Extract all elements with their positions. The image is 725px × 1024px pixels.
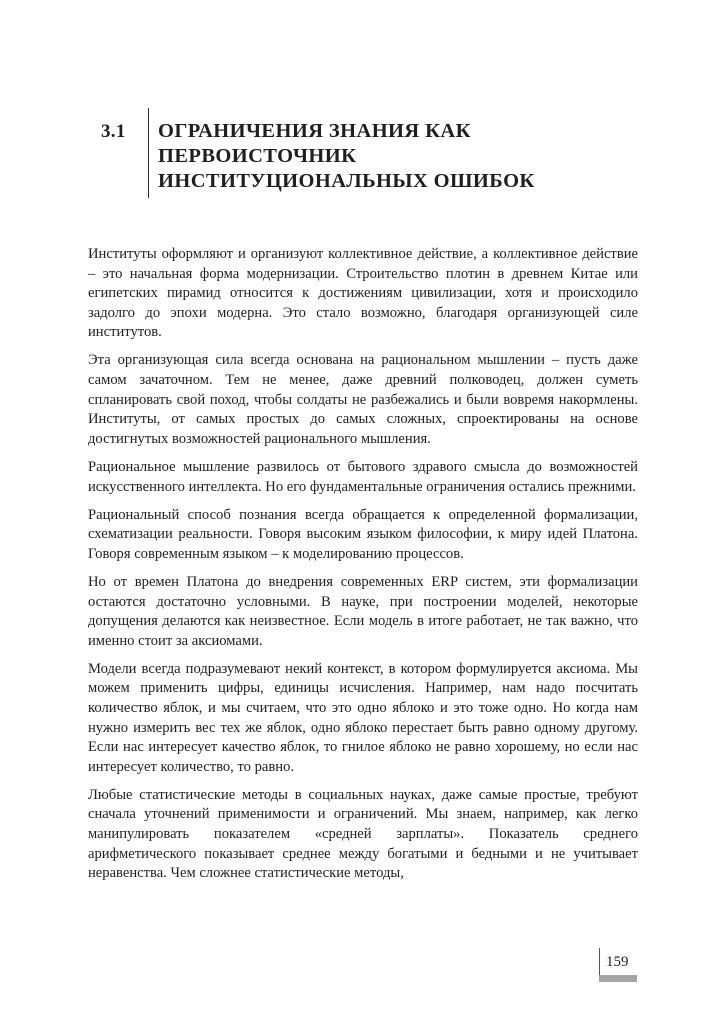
section-heading xyxy=(0,0,725,240)
paragraph: Рациональный способ познания всегда обращается к определенной формализации, схематизации реальности. Говоря высоким языком философии, к миру идей Платона. Говоря современным языком – к моделированию процессов. xyxy=(88,506,638,562)
page-number-divider xyxy=(599,948,600,978)
page-number-bar xyxy=(599,975,637,982)
paragraph: Институты оформляют и организуют коллективное действие, а коллективное действие – это начальная форма модернизации. Строительство плотин в древнем Китае или египетских пирамид относится к достижениям цивилизации, хотя и происходило задолго до эпохи модерна. Это стало возможно, благодаря организующей силе институтов. xyxy=(88,246,638,341)
paragraph: Но от времен Платона до внедрения современных ERP систем, эти формализации остаются достаточно условными. В науке, при построении моделей, некоторые допущения делаются как неизвестное. Если модель в итоге работает, не так важно, что именно стоит за аксиомами. xyxy=(88,573,638,649)
section-title-line: ИНСТИТУЦИОНАЛЬНЫХ ОШИБОК xyxy=(158,170,535,192)
paragraph: Эта организующая сила всегда основана на рациональном мышлении – пусть даже самом зачаточном. Тем не менее, даже древний полководец, должен суметь спланировать свой поход, чтобы солдаты не разбежались и были вовремя накормлены. Институты, от самых простых до самых сложных, спроектированы на основе достигнутых возможностей рационального мышления. xyxy=(88,352,638,447)
body-text xyxy=(88,245,638,892)
section-title-line: ОГРАНИЧЕНИЯ ЗНАНИЯ КАК xyxy=(158,120,471,142)
paragraph: Рациональное мышление развилось от бытового здравого смысла до возможностей искусственного интеллекта. Но его фундаментальные ограничения остались прежними. xyxy=(88,458,638,495)
paragraph: Модели всегда подразумевают некий контекст, в котором формулируется аксиома. Мы можем применить цифры, единицы исчисления. Например, нам надо посчитать количество яблок, и мы считаем, что это одно яблоко и это тоже одно. Но когда нам нужно измерить вес тех же яблок, одно яблоко перестает быть равно одному другому. Если нас интересует качество яблок, то гнилое яблоко не равно хорошему, но если нас интересует количество, то равно. xyxy=(88,660,638,775)
heading-divider xyxy=(148,108,149,198)
section-title xyxy=(158,119,628,194)
section-title-line: ПЕРВОИСТОЧНИК xyxy=(158,145,357,167)
paragraph: Любые статистические методы в социальных науках, даже самые простые, требуют сначала уточнений применимости и ограничений. Мы знаем, например, как легко манипулировать показателем «средней зарплаты». Показатель среднего арифметического показывает среднее между богатыми и бедными и не учитывает неравенства. Чем сложнее статистические методы, xyxy=(88,786,638,882)
section-number: 3.1 xyxy=(101,121,126,142)
page-number: 159 xyxy=(606,954,629,970)
